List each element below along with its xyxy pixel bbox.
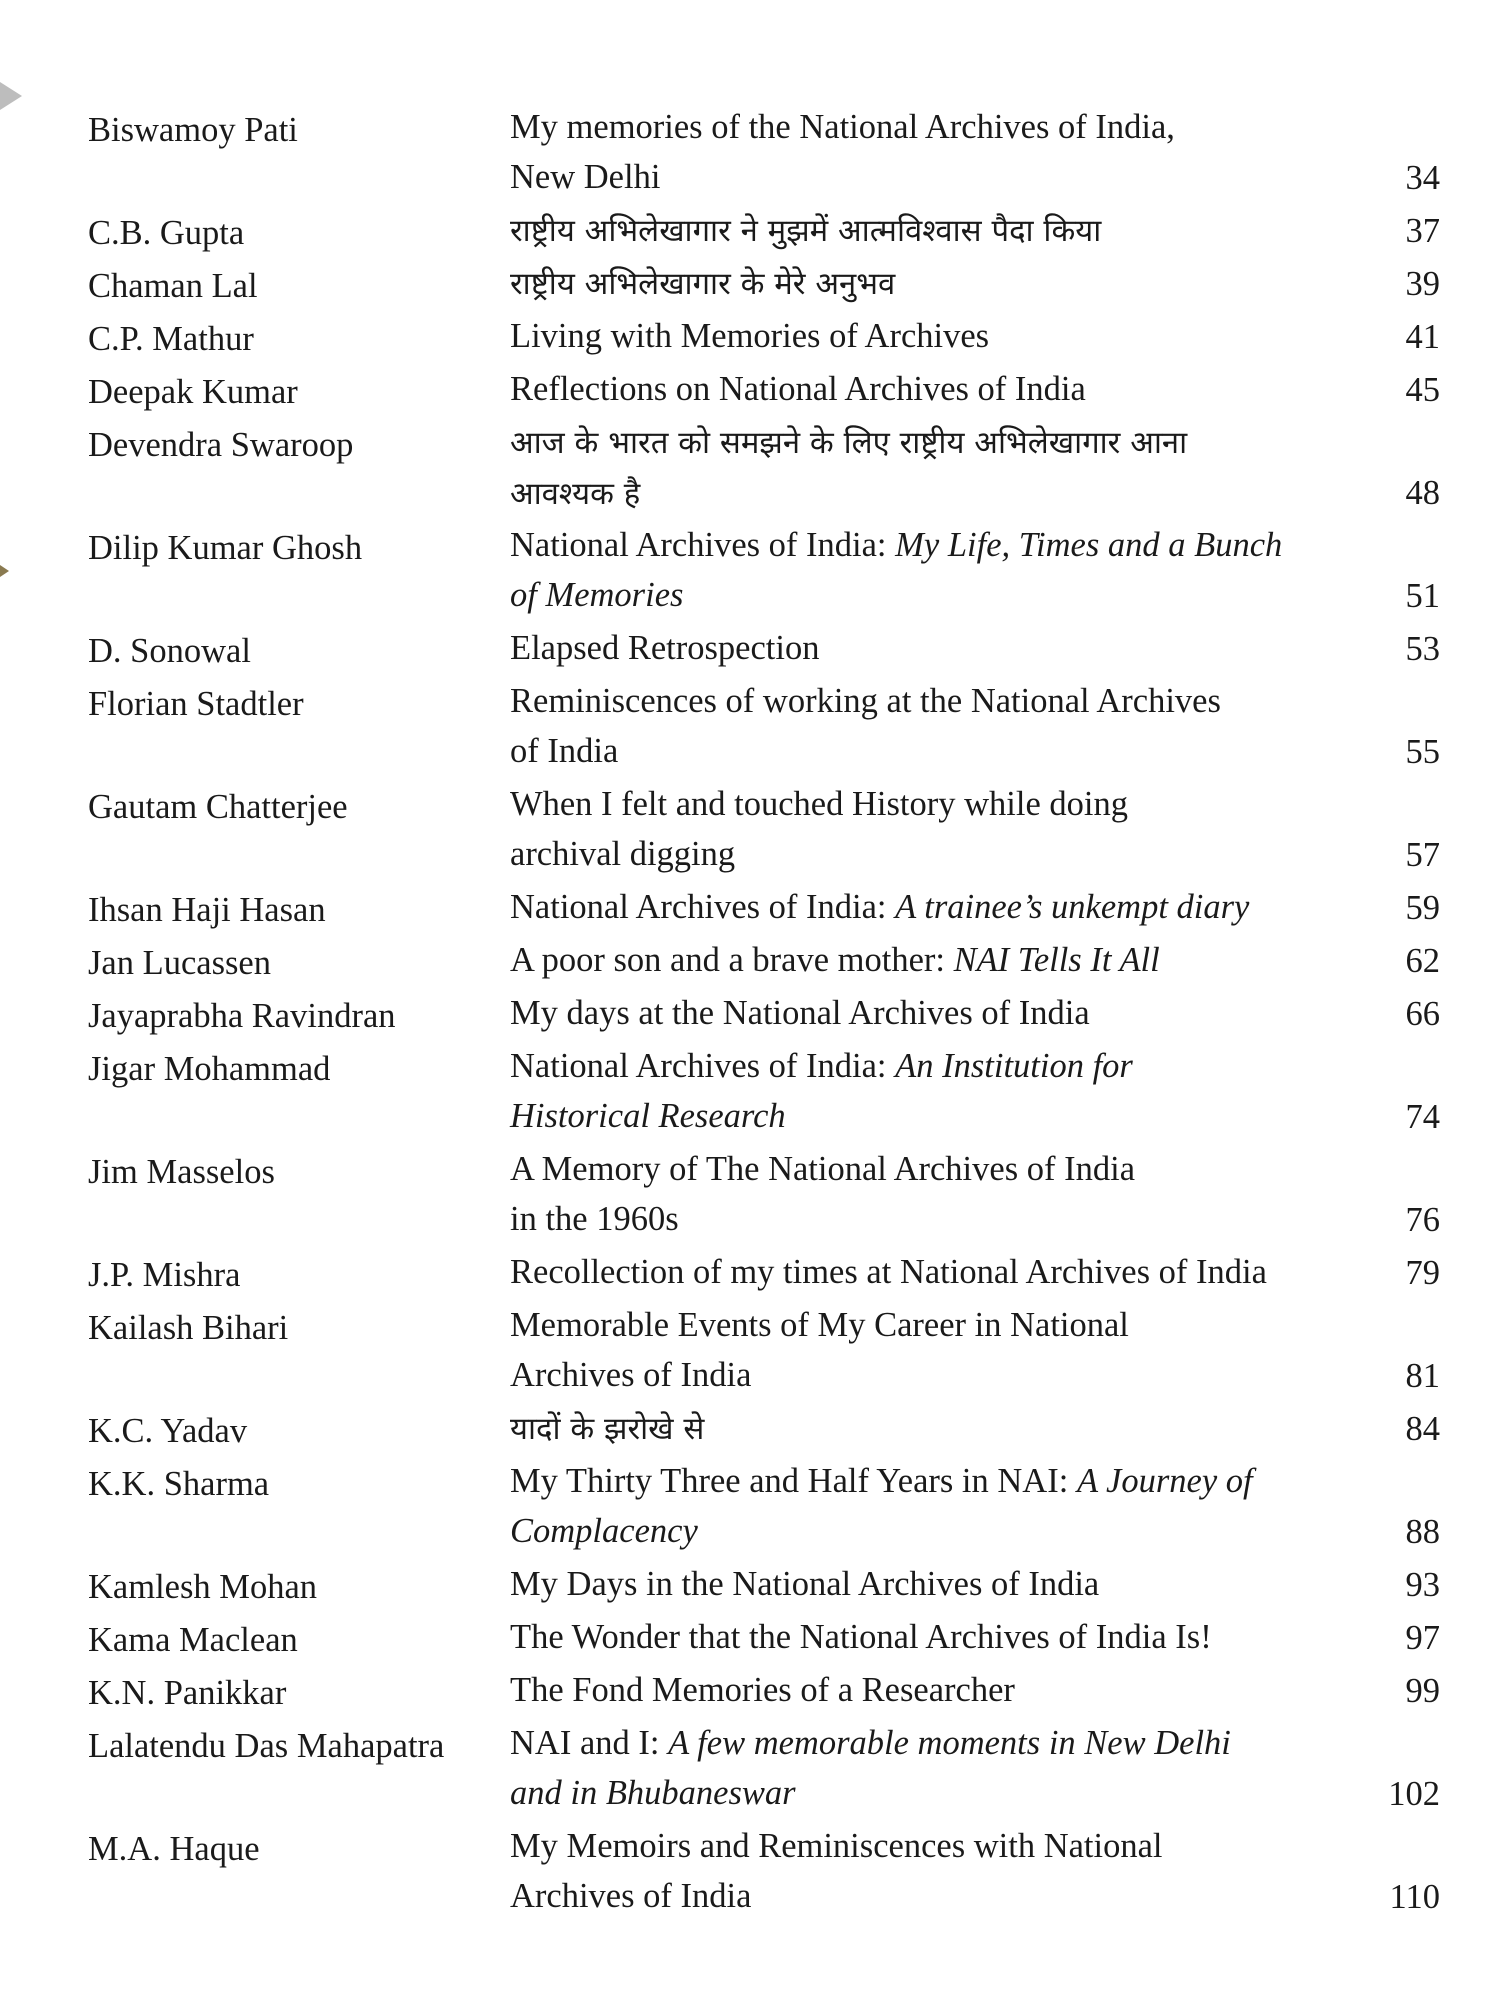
entry-page-number: 84 xyxy=(1405,1410,1440,1448)
title-text: archival digging xyxy=(510,835,736,873)
title-text: My Days in the National Archives of India xyxy=(510,1565,1100,1603)
title-line xyxy=(510,1559,1390,1609)
title-line xyxy=(510,1194,1390,1244)
entry-page-number: 55 xyxy=(1405,733,1440,771)
title-subtitle: A Journey of xyxy=(1076,1462,1253,1500)
title-line xyxy=(510,935,1390,985)
entry-title xyxy=(510,676,1390,776)
title-line xyxy=(510,1350,1390,1400)
title-text: Archives of India xyxy=(510,1877,752,1915)
entry-title xyxy=(510,623,1390,673)
entry-title xyxy=(510,1456,1390,1556)
entry-author: Devendra Swaroop xyxy=(88,426,354,464)
entry-title xyxy=(510,205,1390,256)
title-subtitle: Complacency xyxy=(510,1512,698,1550)
title-subtitle: An Institution for xyxy=(895,1047,1133,1085)
title-subtitle: My Life, Times and a Bunch xyxy=(895,526,1283,564)
entry-title xyxy=(510,417,1390,519)
title-text: Reminiscences of working at the National Archives xyxy=(510,682,1221,720)
title-line xyxy=(510,102,1390,152)
title-line xyxy=(510,258,1390,309)
title-line xyxy=(510,1612,1390,1662)
title-text: National Archives of India: xyxy=(510,888,896,926)
title-text: राष्ट्रीय अभिलेखागार के मेरे अनुभव xyxy=(510,266,896,302)
entry-page-number: 81 xyxy=(1405,1357,1440,1395)
title-line xyxy=(510,311,1390,361)
title-line xyxy=(510,1144,1390,1194)
title-text: Reflections on National Archives of India xyxy=(510,370,1086,408)
entry-title xyxy=(510,882,1390,932)
entry-author: K.K. Sharma xyxy=(88,1465,270,1503)
entry-author: Lalatendu Das Mahapatra xyxy=(88,1727,445,1765)
title-text: NAI and I: xyxy=(510,1724,669,1762)
title-text: आवश्यक है xyxy=(510,476,641,512)
entry-author: Dilip Kumar Ghosh xyxy=(88,529,363,567)
entry-title xyxy=(510,258,1390,309)
title-line xyxy=(510,570,1390,620)
entry-author: K.N. Panikkar xyxy=(88,1674,287,1712)
title-text: My days at the National Archives of India xyxy=(510,994,1090,1032)
title-line xyxy=(510,152,1390,202)
entry-title xyxy=(510,1247,1390,1297)
title-line xyxy=(510,1247,1390,1297)
entry-page-number: 34 xyxy=(1405,159,1440,197)
title-line xyxy=(510,676,1390,726)
title-line xyxy=(510,829,1390,879)
entry-title xyxy=(510,1300,1390,1400)
entry-title xyxy=(510,935,1390,985)
entry-page-number: 37 xyxy=(1405,212,1440,250)
title-text: When I felt and touched History while doing xyxy=(510,785,1128,823)
entry-page-number: 51 xyxy=(1405,577,1440,615)
title-line xyxy=(510,779,1390,829)
title-text: Living with Memories of Archives xyxy=(510,317,990,355)
entry-author: Jan Lucassen xyxy=(88,944,271,982)
entry-title xyxy=(510,779,1390,879)
title-line xyxy=(510,205,1390,256)
entry-title xyxy=(510,1612,1390,1662)
entry-page-number: 41 xyxy=(1405,318,1440,356)
title-subtitle: Historical Research xyxy=(510,1097,786,1135)
title-subtitle: A trainee’s unkempt diary xyxy=(895,888,1250,926)
entry-title xyxy=(510,1041,1390,1141)
entry-author: Deepak Kumar xyxy=(88,373,298,411)
title-line xyxy=(510,1456,1390,1506)
entry-title xyxy=(510,1665,1390,1715)
entry-author: Biswamoy Pati xyxy=(88,111,298,149)
title-subtitle: A few memorable moments in New Delhi xyxy=(668,1724,1231,1762)
entry-title xyxy=(510,1718,1390,1818)
title-text: आज के भारत को समझने के लिए राष्ट्रीय अभिलेखागार आना xyxy=(510,425,1188,461)
entry-page-number: 79 xyxy=(1405,1254,1440,1292)
title-text: New Delhi xyxy=(510,158,661,196)
entry-page-number: 102 xyxy=(1388,1775,1440,1813)
title-text: My memories of the National Archives of India, xyxy=(510,108,1175,146)
title-line xyxy=(510,468,1390,519)
title-text: Elapsed Retrospection xyxy=(510,629,820,667)
title-line xyxy=(510,1718,1390,1768)
entry-page-number: 48 xyxy=(1405,474,1440,512)
title-line xyxy=(510,364,1390,414)
entry-author: Ihsan Haji Hasan xyxy=(88,891,326,929)
title-text: यादों के झरोखे से xyxy=(510,1411,705,1447)
title-line xyxy=(510,726,1390,776)
title-subtitle: of Memories xyxy=(510,576,684,614)
entry-title xyxy=(510,102,1390,202)
entry-page-number: 53 xyxy=(1405,630,1440,668)
entry-author: Kama Maclean xyxy=(88,1621,298,1659)
entry-title xyxy=(510,1403,1390,1454)
entry-page-number: 93 xyxy=(1405,1566,1440,1604)
title-text: राष्ट्रीय अभिलेखागार ने मुझमें आत्मविश्वास पैदा किया xyxy=(510,213,1102,249)
entry-page-number: 97 xyxy=(1405,1619,1440,1657)
entry-title xyxy=(510,364,1390,414)
title-text: My Thirty Three and Half Years in NAI: xyxy=(510,1462,1077,1500)
title-text: A poor son and a brave mother: xyxy=(510,941,954,979)
entry-page-number: 110 xyxy=(1389,1878,1440,1916)
title-line xyxy=(510,1506,1390,1556)
entry-page-number: 74 xyxy=(1405,1098,1440,1136)
title-text: Archives of India xyxy=(510,1356,752,1394)
entry-author: C.P. Mathur xyxy=(88,320,254,358)
title-line xyxy=(510,1091,1390,1141)
title-line xyxy=(510,1403,1390,1454)
entry-author: Kamlesh Mohan xyxy=(88,1568,318,1606)
title-line xyxy=(510,520,1390,570)
title-text: My Memoirs and Reminiscences with National xyxy=(510,1827,1163,1865)
title-line xyxy=(510,1821,1390,1871)
title-text: A Memory of The National Archives of India xyxy=(510,1150,1136,1188)
entry-title xyxy=(510,520,1390,620)
entry-author: Gautam Chatterjee xyxy=(88,788,348,826)
entry-page-number: 76 xyxy=(1405,1201,1440,1239)
entry-author: J.P. Mishra xyxy=(88,1256,241,1294)
entry-page-number: 66 xyxy=(1405,995,1440,1033)
title-text: in the 1960s xyxy=(510,1200,679,1238)
title-line xyxy=(510,623,1390,673)
title-line xyxy=(510,1768,1390,1818)
entry-page-number: 88 xyxy=(1405,1513,1440,1551)
title-text: The Wonder that the National Archives of India Is! xyxy=(510,1618,1212,1656)
entry-page-number: 62 xyxy=(1405,942,1440,980)
entry-title xyxy=(510,1144,1390,1244)
title-line xyxy=(510,417,1390,468)
entry-author: M.A. Haque xyxy=(88,1830,260,1868)
entry-author: Jigar Mohammad xyxy=(88,1050,331,1088)
entry-author: Jim Masselos xyxy=(88,1153,275,1191)
entry-title xyxy=(510,1821,1390,1921)
entry-author: C.B. Gupta xyxy=(88,214,245,252)
title-line xyxy=(510,1871,1390,1921)
entry-title xyxy=(510,988,1390,1038)
entry-page-number: 45 xyxy=(1405,371,1440,409)
title-line xyxy=(510,1300,1390,1350)
title-text: Recollection of my times at National Archives of India xyxy=(510,1253,1267,1291)
entry-author: Florian Stadtler xyxy=(88,685,304,723)
title-line xyxy=(510,988,1390,1038)
title-text: National Archives of India: xyxy=(510,526,896,564)
entry-page-number: 57 xyxy=(1405,836,1440,874)
title-line xyxy=(510,1041,1390,1091)
entry-author: Chaman Lal xyxy=(88,267,258,305)
entry-page-number: 39 xyxy=(1405,265,1440,303)
entry-author: Kailash Bihari xyxy=(88,1309,289,1347)
title-line xyxy=(510,882,1390,932)
entry-title xyxy=(510,311,1390,361)
title-text: of India xyxy=(510,732,619,770)
title-subtitle: and in Bhubaneswar xyxy=(510,1774,796,1812)
entry-page-number: 99 xyxy=(1405,1672,1440,1710)
title-text: The Fond Memories of a Researcher xyxy=(510,1671,1015,1709)
title-text: Memorable Events of My Career in National xyxy=(510,1306,1129,1344)
title-text: National Archives of India: xyxy=(510,1047,896,1085)
entry-author: K.C. Yadav xyxy=(88,1412,248,1450)
entry-title xyxy=(510,1559,1390,1609)
title-line xyxy=(510,1665,1390,1715)
title-subtitle: NAI Tells It All xyxy=(953,941,1160,979)
entry-author: Jayaprabha Ravindran xyxy=(88,997,396,1035)
entry-page-number: 59 xyxy=(1405,889,1440,927)
entry-author: D. Sonowal xyxy=(88,632,251,670)
